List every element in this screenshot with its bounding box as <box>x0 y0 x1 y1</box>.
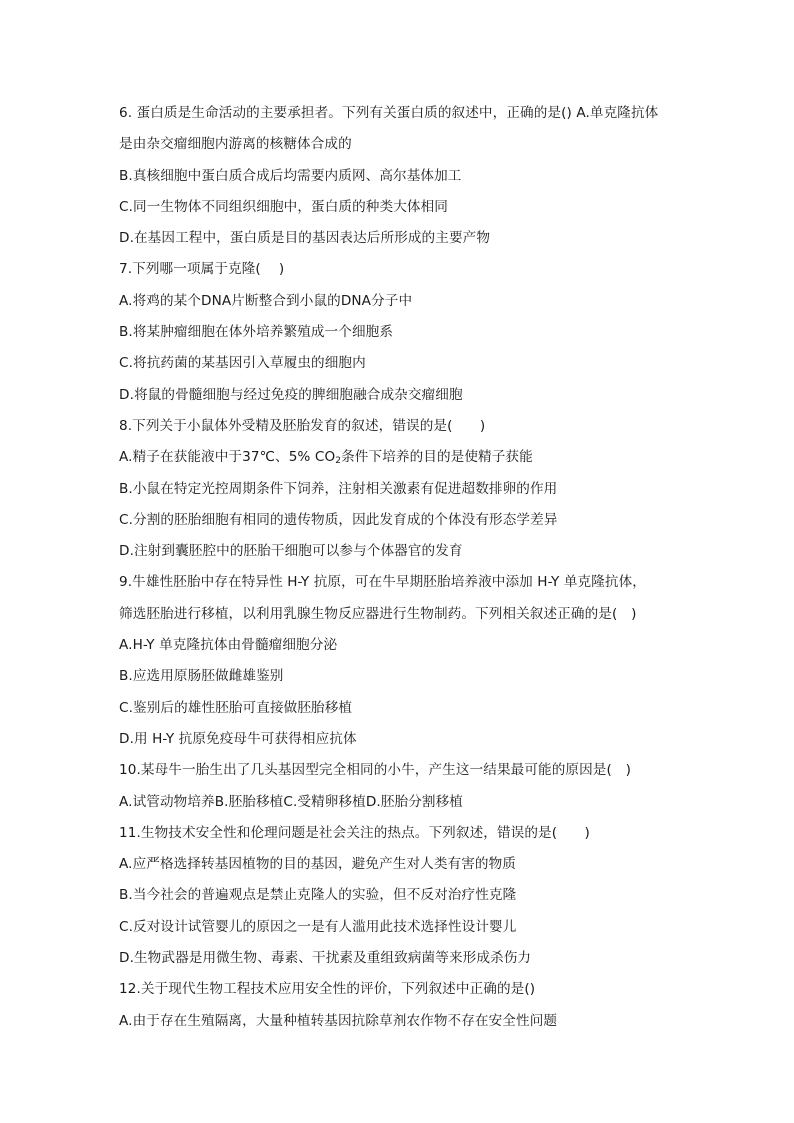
text-segment: A.精子在获能液中于37℃、5% CO <box>119 449 336 466</box>
text-line: B.小鼠在特定光控周期条件下饲养，注射相关激素有促进超数排卵的作用 <box>119 480 558 497</box>
text-line: D.在基因工程中，蛋白质是目的基因表达后所形成的主要产物 <box>119 230 491 247</box>
text-line: A.试管动物培养B.胚胎移植C.受精卵移植D.胚胎分割移植 <box>119 793 463 810</box>
text-line: 11.生物技术安全性和伦理问题是社会关注的热点。下列叙述，错误的是( ) <box>119 824 590 841</box>
text-line: D.用 H-Y 抗原免疫母牛可获得相应抗体 <box>119 730 357 747</box>
text-line: 10.某母牛一胎生出了几头基因型完全相同的小牛，产生这一结果最可能的原因是( ) <box>119 762 632 779</box>
text-line: D.注射到囊胚腔中的胚胎干细胞可以参与个体器官的发育 <box>119 543 463 560</box>
text-line: A.将鸡的某个DNA片断整合到小鼠的DNA分子中 <box>119 292 413 309</box>
text-line: B.当今社会的普遍观点是禁止克隆人的实验，但不反对治疗性克隆 <box>119 887 517 904</box>
text-line: C.鉴别后的雄性胚胎可直接做胚胎移植 <box>119 699 353 716</box>
text-line: D.生物武器是用微生物、毒素、干扰素及重组致病菌等来形成杀伤力 <box>119 950 532 967</box>
text-line: 筛选胚胎进行移植，以利用乳腺生物反应器进行生物制药。下列相关叙述正确的是( ) <box>119 605 637 622</box>
text-line: C.反对设计试管婴儿的原因之一是有人滥用此技术选择性设计婴儿 <box>119 918 517 935</box>
question-text-lines <box>119 100 679 1039</box>
text-line: A.应严格选择转基因植物的目的基因，避免产生对人类有害的物质 <box>119 856 517 873</box>
text-line: 7.下列哪一项属于克隆( ) <box>119 261 285 278</box>
subscript: 2 <box>335 456 342 467</box>
text-line: 12.关于现代生物工程技术应用安全性的评价，下列叙述中正确的是() <box>119 981 536 998</box>
text-line: A.H-Y 单克隆抗体由骨髓瘤细胞分泌 <box>119 637 338 654</box>
text-line: 是由杂交瘤细胞内游离的核糖体合成的 <box>119 136 352 153</box>
text-line: B.将某肿瘤细胞在体外培养繁殖成一个细胞系 <box>119 324 394 341</box>
text-line: C.同一生物体不同组织细胞中，蛋白质的种类大体相同 <box>119 198 448 215</box>
text-line: A.由于存在生殖隔离，大量种植转基因抗除草剂农作物不存在安全性问题 <box>119 1012 558 1029</box>
text-line: 9.牛雄性胚胎中存在特异性 H-Y 抗原，可在牛早期胚胎培养液中添加 H-Y 单克隆抗体， <box>119 574 646 591</box>
text-line: C.分割的胚胎细胞有相同的遗传物质，因此发育成的个体没有形态学差异 <box>119 511 558 528</box>
text-line: B.应选用原肠胚做雌雄鉴别 <box>119 668 284 685</box>
text-line <box>119 444 679 475</box>
text-line: C.将抗药菌的某基因引入草履虫的细胞内 <box>119 355 366 372</box>
text-segment: 条件下培养的目的是使精子获能 <box>341 449 533 466</box>
text-line: 6. 蛋白质是生命活动的主要承担者。下列有关蛋白质的叙述中，正确的是() A.单克隆抗体 <box>119 105 659 121</box>
text-line: 8.下列关于小鼠体外受精及胚胎发育的叙述，错误的是( ) <box>119 417 486 434</box>
text-line: D.将鼠的骨髓细胞与经过免疫的脾细胞融合成杂交瘤细胞 <box>119 386 463 403</box>
text-line: B.真核细胞中蛋白质合成后均需要内质网、高尔基体加工 <box>119 167 462 184</box>
